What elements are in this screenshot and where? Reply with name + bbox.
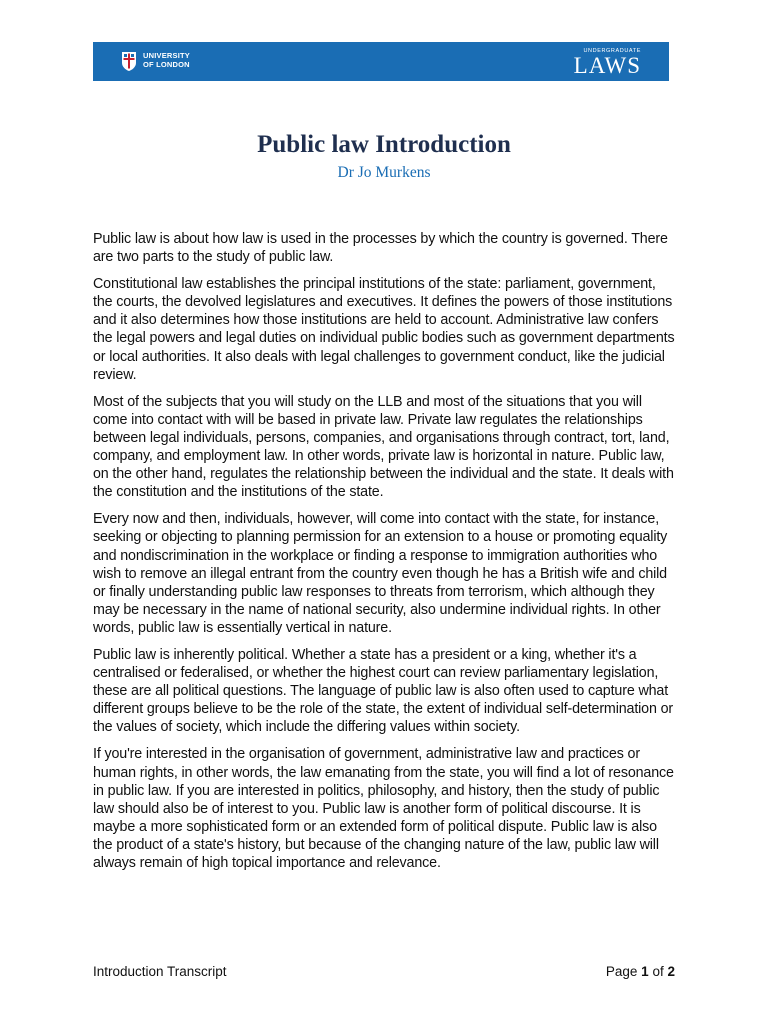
document-author: Dr Jo Murkens bbox=[337, 164, 431, 181]
body-paragraph: Every now and then, individuals, however, will come into contact with the state, for instance, seeking or objecting to planning permission for an extension to a house or promoting equality and nondiscrimination in the workplace or finding a response to immigration authorities who wish to remove an illegal entrant from the country even though he has a British wife and child or finally understanding public law responses to threats from terrorism, which although they may be necessary in the name of national security, also undermine individual rights. In other words, public law is essentially vertical in nature. bbox=[93, 511, 668, 636]
university-line-1: UNIVERSITY bbox=[143, 51, 191, 60]
header-banner bbox=[93, 42, 669, 81]
document-title: Public law Introduction bbox=[257, 131, 511, 158]
page-label: Page bbox=[605, 964, 638, 979]
program-name: LAWS bbox=[573, 53, 641, 78]
program-level: UNDERGRADUATE bbox=[583, 48, 641, 54]
university-line-2: OF LONDON bbox=[143, 59, 190, 69]
body-paragraph: If you're interested in the organisation of government, administrative law and practices or human rights, in other words, the law emanating from the state, you will find a lot of resonance in public law. If you are interested in politics, philosophy, and history, then the study of public law should also be of interest to you. Public law is another form of political discourse. It is maybe a more sophisticated form or an extended form of political dispute. Public law is also the product of a state's history, but because of the changing nature of the law, public law will always remain of high topical importance and relevance. bbox=[93, 746, 674, 871]
university-crest-icon bbox=[121, 51, 137, 72]
university-logo-text bbox=[143, 52, 190, 69]
page-current: 1 bbox=[641, 964, 649, 979]
document-body bbox=[93, 230, 677, 881]
body-paragraph: Public law is about how law is used in the processes by which the country is governed. There are two parts to the study of public law. bbox=[93, 231, 668, 266]
page-indicator bbox=[606, 964, 675, 979]
page-of: of bbox=[652, 964, 664, 979]
body-paragraph: Public law is inherently political. Whether a state has a president or a king, whether it's a centralised or federalised, or whether the highest court can review parliamentary legislation, these are all political questions. The language of public law is also often used to capture what different groups believe to be the role of the state, the extent of individual self-determination or the values of society, which include the differing values within society. bbox=[93, 646, 674, 736]
body-paragraph: Most of the subjects that you will study on the LLB and most of the situations that you will come into contact with will be based in private law. Private law regulates the relationships between legal individuals, persons, companies, and organisations through contract, tort, land, company, and employment law. In other words, private law is horizontal in nature. Public law, on the other hand, regulates the relationship between the individual and the state. It deals with the constitution and the institutions of the state. bbox=[93, 393, 674, 501]
footer-document-label: Introduction Transcript bbox=[93, 964, 227, 979]
page-total: 2 bbox=[667, 964, 675, 979]
body-paragraph: Constitutional law establishes the principal institutions of the state: parliament, government, the courts, the devolved legislatures and executives. It defines the powers of those institutions and it also determines how those institutions are held to account. Administrative law confers the legal powers and legal duties on individual public bodies such as government departments or local authorities. It also deals with legal challenges to government conduct, like the judicial review. bbox=[93, 276, 675, 383]
